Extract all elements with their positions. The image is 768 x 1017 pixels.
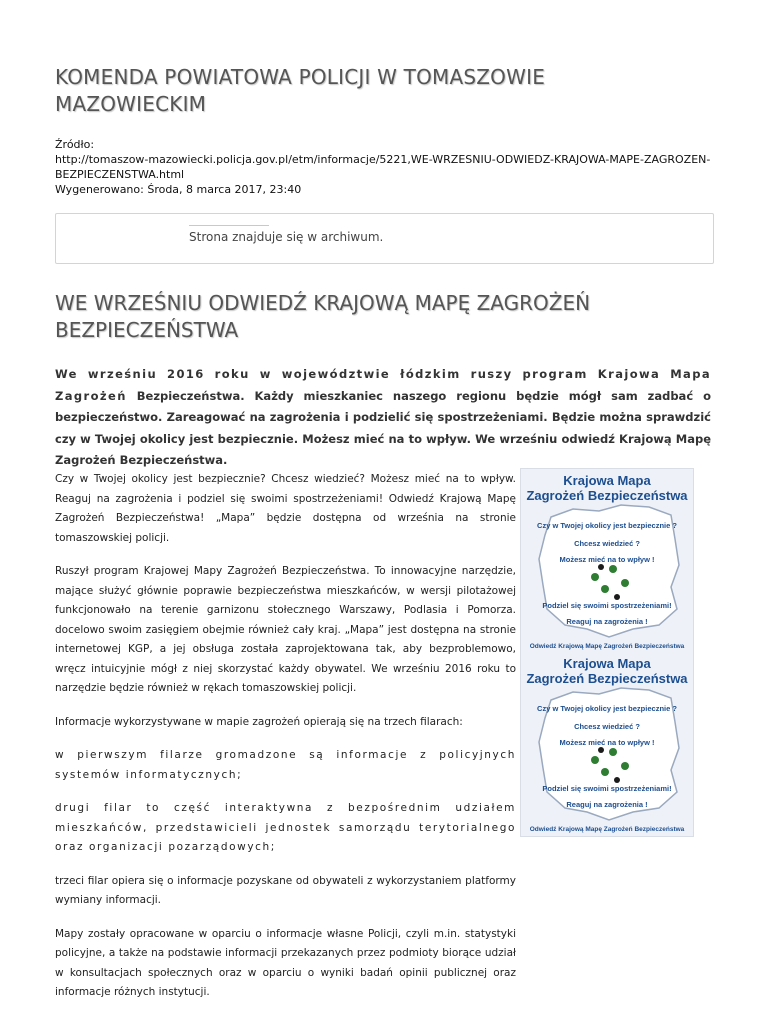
generated-date: Wygenerowano: Środa, 8 marca 2017, 23:40 [55, 183, 302, 196]
paragraph-program: Ruszył program Krajowej Mapy Zagrożeń Bezpieczeństwa. To innowacyjne narzędzie, mające służyć głównie poprawie bezpieczeństwa mieszkańców, w wersji pilotażowej funkcjonowało na terenie garnizonu stołecznego Warszawy, Podlasia i Pomorza. docelowo swoim zasięgiem obejmie również cały kraj. „Mapa” jest dostępna na stronie internetowej KGP, a jej obsługa została zaprojektowana tak, aby bezproblemowo, wręcz intuicyjnie mógł z niej skorzystać każdy obywatel. We wrześniu 2016 roku to narzędzie będzie również w rękach tomaszowskiej policji. [55, 565, 516, 694]
archive-notice-box [55, 213, 714, 264]
lead-first-line: We wrześniu 2016 roku w województwie łódzkim ruszy program Krajowa Mapa Zagrożeń [55, 367, 711, 403]
poster-question-3: Możesz mieć na to wpływ ! [559, 555, 655, 564]
paragraph-pillars-intro: Informacje wykorzystywane w mapie zagrożeń opierają się na trzech filarach: [55, 715, 463, 728]
poster-top [521, 469, 693, 652]
poster-question-4: Podziel się swoimi spostrzeżeniami! [542, 601, 672, 610]
paragraph-pillar-3: trzeci filar opiera się o informacje pozyskane od obywateli z wykorzystaniem platformy wymiany informacji. [55, 874, 516, 906]
poster-question-2: Chcesz wiedzieć ? [574, 722, 640, 731]
poster-title-line2: Zagrożeń Bezpieczeństwa [526, 671, 688, 686]
poster-image [520, 468, 694, 837]
source-meta [55, 137, 715, 197]
poster-footer: Odwiedź Krajową Mapę Zagrożeń Bezpieczeństwa [529, 826, 685, 833]
poster-title [521, 473, 693, 503]
site-title: KOMENDA POWIATOWA POLICJI W TOMASZOWIE MAZOWIECKIM [55, 65, 546, 116]
poster-title-line1: Krajowa Mapa [563, 656, 651, 671]
poster-question-2: Chcesz wiedzieć ? [574, 539, 640, 548]
paragraph-intro: Czy w Twojej okolicy jest bezpiecznie? Chcesz wiedzieć? Możesz mieć na to wpływ. Reaguj na zagrożenia i podziel się swoimi spostrzeżeniami! Odwiedź Krajową Mapę Zagrożeń Bezpieczeństwa! „Mapa” będzie dostępna od września na stronie tomaszowskiej policji. [55, 473, 516, 544]
archive-divider [189, 225, 269, 226]
archive-notice: Strona znajduje się w archiwum. [189, 230, 384, 244]
article-body [55, 470, 516, 1017]
source-label: Źródło: [55, 138, 95, 151]
poster-bottom [521, 652, 693, 835]
poster-question-1: Czy w Twojej okolicy jest bezpiecznie ? [537, 704, 677, 713]
poster-question-5: Reaguj na zagrożenia ! [566, 800, 648, 809]
poster-question-5: Reaguj na zagrożenia ! [566, 617, 648, 626]
source-url[interactable]: http://tomaszow-mazowiecki.policja.gov.pl/etm/informacje/5221,WE-WRZESNIU-ODWIEDZ-KRAJOWA-MAPE-ZAGROZEN-BEZPIECZENSTWA.html [55, 153, 711, 181]
paragraph-sources: Mapy zostały opracowane w oparciu o informacje własne Policji, czyli m.in. statystyki policyjne, a także na podstawie informacji przekazanych przez podmioty biorące udział w konsultacjach społecznych oraz w oparciu o wyniki badań opinii publicznej oraz informacje różnych instytucji. [55, 927, 516, 998]
paragraph-pillar-1: w pierwszym filarze gromadzone są informacje z policyjnych systemów informatycznych; [55, 749, 516, 781]
poster-question-1: Czy w Twojej okolicy jest bezpiecznie ? [537, 521, 677, 530]
poster-title [521, 656, 693, 686]
paragraph-pillar-2: drugi filar to część interaktywna z bezpośrednim udziałem mieszkańców, przedstawicieli jednostek samorządu terytorialnego oraz organizacji pozarządowych; [55, 802, 516, 853]
poster-question-3: Możesz mieć na to wpływ ! [559, 738, 655, 747]
article-title: WE WRZEŚNIU ODWIEDŹ KRAJOWĄ MAPĘ ZAGROŻEŃ BEZPIECZEŃSTWA [55, 291, 591, 342]
poster-footer: Odwiedź Krajową Mapę Zagrożeń Bezpieczeństwa [529, 643, 685, 650]
poster-question-4: Podziel się swoimi spostrzeżeniami! [542, 784, 672, 793]
poster-title-line2: Zagrożeń Bezpieczeństwa [526, 488, 688, 503]
poster-title-line1: Krajowa Mapa [563, 473, 651, 488]
article-lead [55, 364, 711, 472]
lead-rest: Bezpieczeństwa. Każdy mieszkaniec naszego regionu będzie mógł sam zadbać o bezpieczeństwo. Zareagować na zagrożenia i podzielić się spostrzeżeniami. Będzie można sprawdzić czy w Twojej okolicy jest bezpiecznie. Możesz mieć na to wpływ. We wrześniu odwiedź Krajową Mapę Zagrożeń Bezpieczeństwa. [55, 388, 711, 467]
